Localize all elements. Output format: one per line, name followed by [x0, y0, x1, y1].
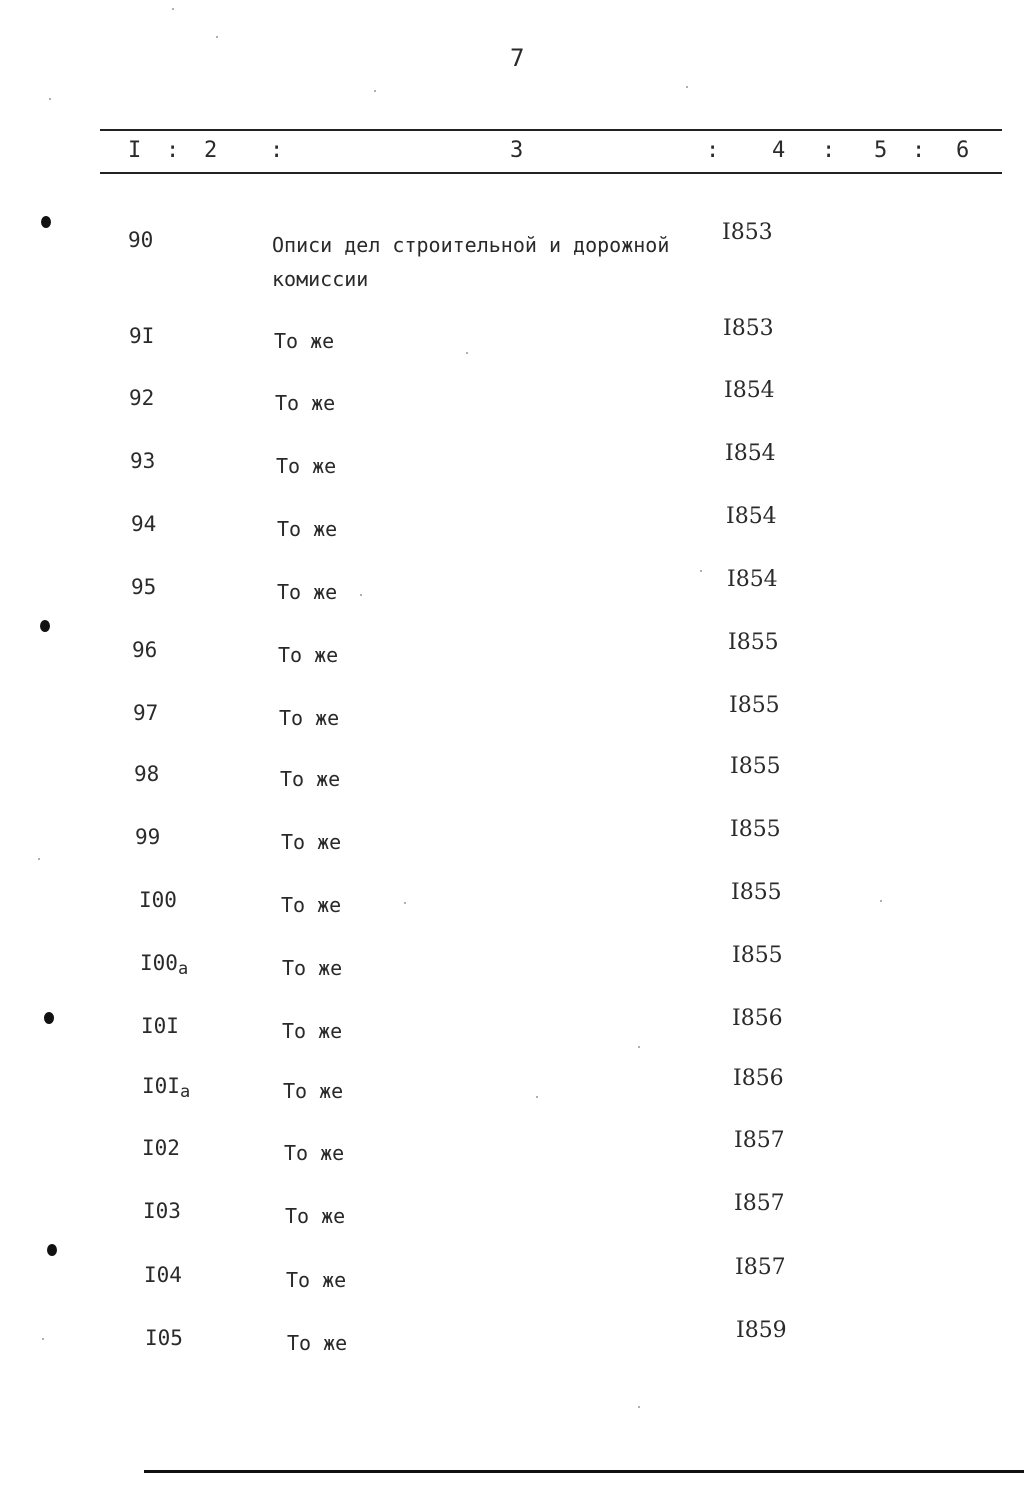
row-title: То же	[280, 767, 341, 791]
row-year: I854	[724, 378, 775, 403]
row-number: I03	[143, 1199, 181, 1223]
header-col-4: 4	[772, 138, 786, 163]
row-title: То же	[282, 956, 343, 980]
row-year: I854	[726, 504, 777, 529]
row-title: То же	[284, 1141, 345, 1165]
row-title: То же	[281, 893, 342, 917]
row-title: То же	[285, 1204, 346, 1228]
header-col-5: 5	[874, 138, 888, 163]
header-separator: :	[270, 138, 284, 163]
row-number: 98	[134, 762, 160, 786]
scan-speck	[686, 86, 688, 88]
row-title: То же	[278, 643, 339, 667]
row-year: I853	[723, 316, 774, 341]
scan-speck	[38, 858, 40, 860]
header-col-6: 6	[956, 138, 970, 163]
punch-hole	[47, 1244, 57, 1256]
header-separator: :	[166, 138, 180, 163]
row-number: 93	[130, 449, 156, 473]
scan-speck	[216, 36, 218, 38]
row-title: Описи дел строительной и дорожной комиссии	[272, 233, 670, 291]
row-title: То же	[277, 580, 338, 604]
scan-speck	[466, 352, 468, 354]
punch-hole	[41, 216, 51, 228]
scan-speck	[404, 902, 406, 904]
row-number: I00	[139, 888, 177, 912]
row-year: I857	[734, 1191, 785, 1216]
scan-speck	[42, 1338, 44, 1340]
row-year: I855	[730, 754, 781, 779]
row-number: I05	[145, 1326, 183, 1350]
row-number: 94	[131, 512, 157, 536]
row-number: 95	[131, 575, 157, 599]
row-title: То же	[274, 329, 335, 353]
row-number: $I0I_а$	[142, 1074, 191, 1102]
scan-speck	[700, 570, 702, 572]
scan-speck	[536, 1096, 538, 1098]
scan-speck	[172, 8, 174, 10]
table-header	[0, 138, 1024, 168]
row-year: I855	[730, 817, 781, 842]
punch-hole	[44, 1012, 54, 1024]
page-bottom-edge	[144, 1470, 1024, 1473]
page-number: 7	[510, 44, 525, 72]
header-col-3: 3	[510, 138, 524, 163]
punch-hole	[40, 620, 50, 632]
scan-speck	[374, 90, 376, 92]
row-year: I857	[735, 1255, 786, 1280]
scan-speck	[638, 1406, 640, 1408]
scan-speck	[360, 594, 362, 596]
header-col-2: 2	[204, 138, 218, 163]
scan-speck	[49, 98, 51, 100]
row-number: 90	[128, 228, 154, 252]
row-number: I0I	[141, 1014, 179, 1038]
row-title: То же	[277, 517, 338, 541]
scan-speck	[638, 1046, 640, 1048]
row-title: То же	[281, 830, 342, 854]
header-separator: :	[706, 138, 720, 163]
row-title: То же	[283, 1079, 344, 1103]
row-year: I856	[732, 1006, 783, 1031]
table-header-rule	[100, 172, 1002, 174]
row-number: $I00_а$	[140, 951, 189, 979]
row-year: I859	[736, 1318, 787, 1343]
header-col-1: I	[128, 138, 142, 163]
row-title: То же	[287, 1331, 348, 1355]
row-number: 99	[135, 825, 161, 849]
row-number: 97	[133, 701, 159, 725]
scan-speck	[880, 900, 882, 902]
row-title: То же	[276, 454, 337, 478]
row-year: I854	[725, 441, 776, 466]
row-year: I853	[722, 220, 773, 245]
table-top-rule	[100, 129, 1002, 131]
row-year: I855	[731, 880, 782, 905]
row-number: I02	[142, 1136, 180, 1160]
row-title: То же	[282, 1019, 343, 1043]
row-title: То же	[286, 1268, 347, 1292]
row-year: I856	[733, 1066, 784, 1091]
row-title: То же	[275, 391, 336, 415]
row-year: I855	[732, 943, 783, 968]
row-number: 92	[129, 386, 155, 410]
header-separator: :	[912, 138, 926, 163]
row-year: I855	[728, 630, 779, 655]
row-number: I04	[144, 1263, 182, 1287]
row-title: То же	[279, 706, 340, 730]
header-separator: :	[822, 138, 836, 163]
row-year: I854	[727, 567, 778, 592]
row-number: 9I	[129, 324, 155, 348]
row-year: I857	[734, 1128, 785, 1153]
row-number: 96	[132, 638, 158, 662]
row-year: I855	[729, 693, 780, 718]
